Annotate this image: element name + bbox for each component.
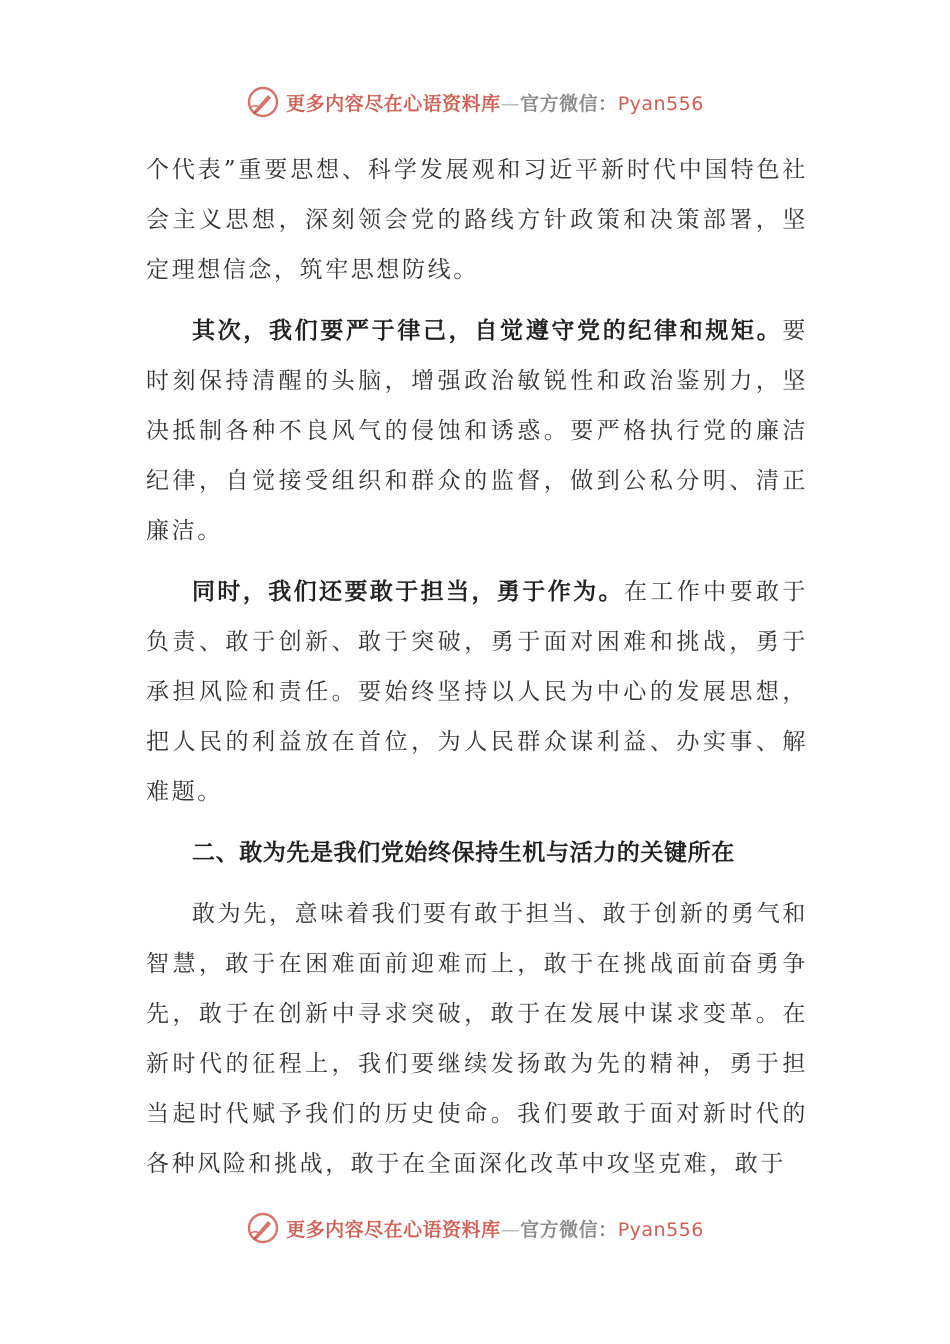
- watermark-main-text: 更多内容尽在心语资料库: [286, 92, 501, 115]
- paragraph-3-text: 在工作中要敢于负责、敢于创新、敢于突破，勇于面对困难和挑战，勇于承担风险和责任。要始终坚持以人民为中心的发展思想，把人民的利益放在首位，为人民群众谋利益、办实事、解难题。: [146, 579, 809, 805]
- paragraph-4: 敢为先，意味着我们要有敢于担当、敢于创新的勇气和智慧，敢于在困难面前迎难而上，敢于在挑战面前奋勇争先，敢于在创新中寻求突破，敢于在发展中谋求变革。在新时代的征程上，我们要继续发扬敢为先的精神，勇于担当起时代赋予我们的历史使命。我们要敢于面对新时代的各种风险和挑战，敢于在全面深化改革中攻坚克难，敢于: [146, 901, 808, 1177]
- watermark-dash: —: [500, 1218, 521, 1241]
- watermark-wechat-id: Pyan556: [617, 92, 704, 115]
- document-body: [146, 145, 808, 1189]
- paragraph-2-lead: 其次，我们要严于律己，自觉遵守党的纪律和规矩。: [192, 317, 783, 344]
- watermark-wechat-label: 官方微信：: [520, 1218, 618, 1241]
- paragraph-3-lead: 同时，我们还要敢于担当，勇于作为。: [192, 578, 624, 605]
- pen-logo-icon: [246, 1211, 280, 1245]
- watermark-wechat-label: 官方微信：: [520, 92, 618, 115]
- watermark-main-text: 更多内容尽在心语资料库: [286, 1218, 501, 1241]
- watermark-wechat-id: Pyan556: [617, 1218, 704, 1241]
- paragraph-2-text: 要时刻保持清醒的头脑，增强政治敏锐性和政治鉴别力，坚决抵制各种不良风气的侵蚀和诱惑。要严格执行党的廉洁纪律，自觉接受组织和群众的监督，做到公私分明、清正廉洁。: [146, 318, 808, 544]
- watermark-text: [286, 89, 704, 116]
- section-heading-2: 二、敢为先是我们党始终保持生机与活力的关键所在: [192, 839, 735, 866]
- paragraph-2: [146, 306, 808, 556]
- paragraph-1: 个代表”重要思想、科学发展观和习近平新时代中国特色社会主义思想，深刻领会党的路线方针政策和决策部署，坚定理想信念，筑牢思想防线。: [146, 157, 808, 283]
- pen-logo-icon: [246, 85, 280, 119]
- paragraph-3: [146, 567, 808, 817]
- watermark-dash: —: [500, 92, 521, 115]
- watermark-banner-bottom: [0, 1208, 950, 1248]
- watermark-banner-top: [0, 82, 950, 122]
- watermark-text: [286, 1215, 704, 1242]
